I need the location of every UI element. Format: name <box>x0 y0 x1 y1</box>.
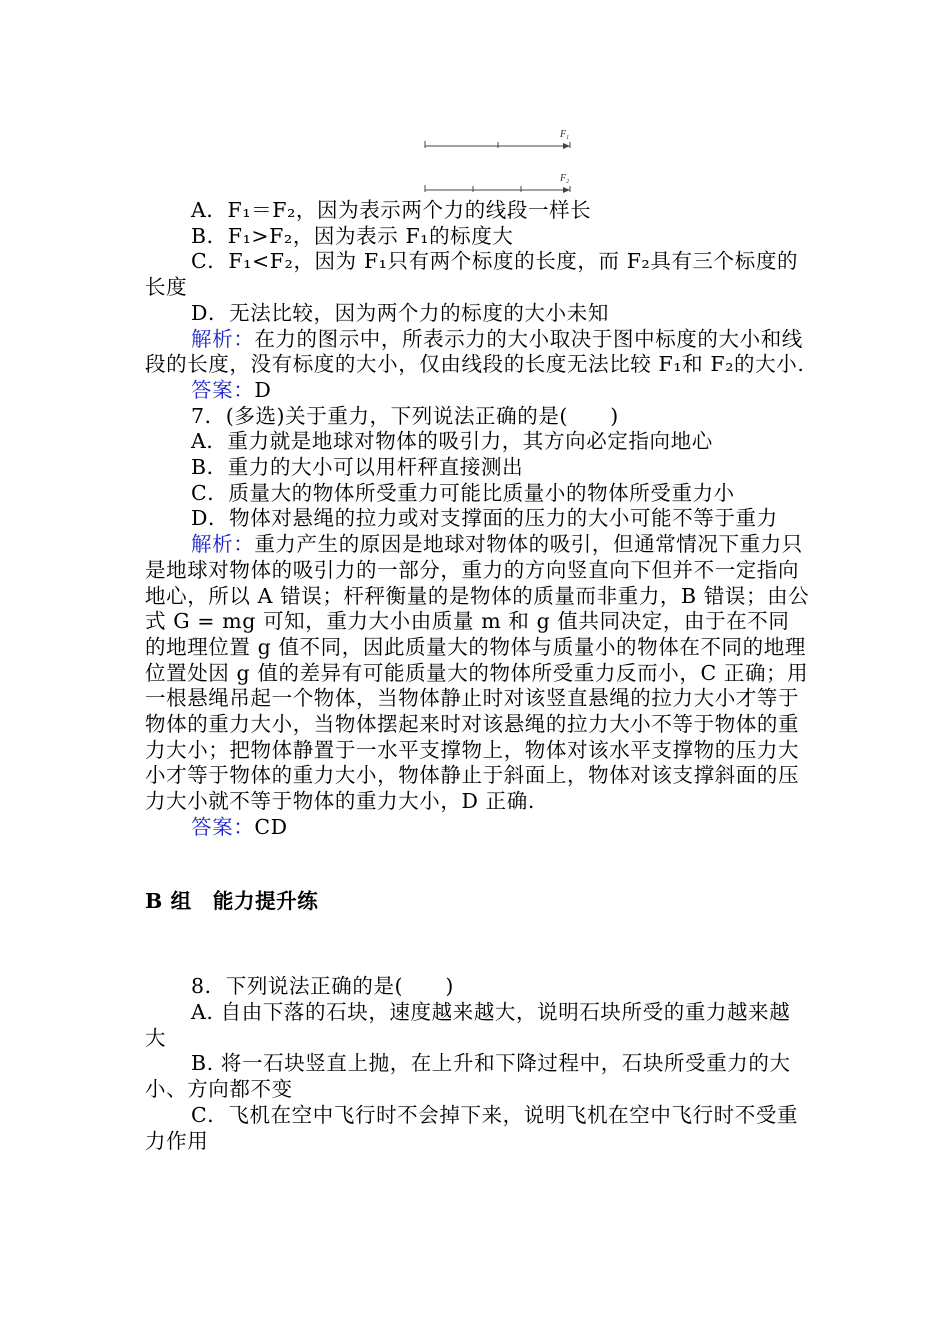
q7-option-a: A．重力就是地球对物体的吸引力，其方向必定指向地心 <box>191 429 713 454</box>
content-body <box>145 198 810 1154</box>
q7-option-b: B．重力的大小可以用杆秤直接测出 <box>191 455 524 480</box>
q7-answer <box>145 815 810 841</box>
q8-option-b: B. 将一石块竖直上抛，在上升和下降过程中，石块所受重力的大小、方向都不变 <box>145 1051 791 1102</box>
q8-option-a: A. 自由下落的石块，速度越来越大，说明石块所受的重力越来越大 <box>145 999 791 1050</box>
q7-analysis-label: 解析： <box>191 532 255 557</box>
q6-option-a: A．F₁＝F₂，因为表示两个力的线段一样长 <box>191 198 592 222</box>
q7-answer-value: CD <box>254 814 288 839</box>
q7-stem: 7．(多选)关于重力，下列说法正确的是( ) <box>191 403 619 428</box>
force-f2-label: $F_2$ <box>560 173 570 185</box>
q6-answer <box>145 378 810 404</box>
q7-analysis <box>145 532 810 815</box>
q8-stem: 8．下列说法正确的是( ) <box>191 974 454 999</box>
q7-option-c: C．质量大的物体所受重力可能比质量小的物体所受重力小 <box>191 480 735 505</box>
force-diagram <box>420 122 580 197</box>
q8-option-c: C．飞机在空中飞行时不会掉下来，说明飞机在空中飞行时不受重力作用 <box>145 1102 799 1153</box>
q6-answer-label: 答案： <box>191 377 255 402</box>
q7-analysis-text: 重力产生的原因是地球对物体的吸引，但通常情况下重力只是地球对物体的吸引力的一部分，重力的方向竖直向下但并不一定指向地心，所以 A 错误；杆秤衡量的是物体的质量而非重力，B 错误；由公式 G = mg 可知，重力大小由质量 m 和 g 值共同决定，由于在不同的地理位置 g 值不同，因此质量大的物体与质量小的物体在不同的地理位置处因 g 值的差异有可能质量大的物体所受重力反而小，C 正确；用一根悬绳吊起一个物体，当物体静止时对该竖直悬绳的拉力大小才等于物体的重力大小，当物体摆起来时对该悬绳的拉力大小不等于物体的重力大小；把物体静置于一水平支撑物上，物体对该水平支撑物的压力大小才等于物体的重力大小，物体静止于斜面上，物体对该支撑斜面的压力大小就不等于物体的重力大小，D 正确. <box>145 532 810 814</box>
q7-answer-label: 答案： <box>191 814 255 839</box>
q7-option-d: D．物体对悬绳的拉力或对支撑面的压力的大小可能不等于重力 <box>191 506 778 531</box>
q6-option-c: C．F₁<F₂，因为 F₁只有两个标度的长度，而 F₂具有三个标度的长度 <box>145 249 799 300</box>
q6-option-b: B．F₁>F₂，因为表示 F₁的标度大 <box>191 223 514 248</box>
section-b-title: B 组 能力提升练 <box>145 888 319 913</box>
q6-answer-value: D <box>254 377 272 402</box>
q6-analysis <box>145 327 810 378</box>
q6-option-d: D．无法比较，因为两个力的标度的大小未知 <box>191 300 609 325</box>
force-f1-line <box>425 141 570 149</box>
force-f1-label: $F_1$ <box>560 129 570 141</box>
q6-analysis-label: 解析： <box>191 326 255 351</box>
q6-analysis-text: 在力的图示中，所表示力的大小取决于图中标度的大小和线段的长度，没有标度的大小，仅由线段的长度无法比较 F₁和 F₂的大小. <box>145 326 805 377</box>
force-f2-line <box>425 185 570 193</box>
